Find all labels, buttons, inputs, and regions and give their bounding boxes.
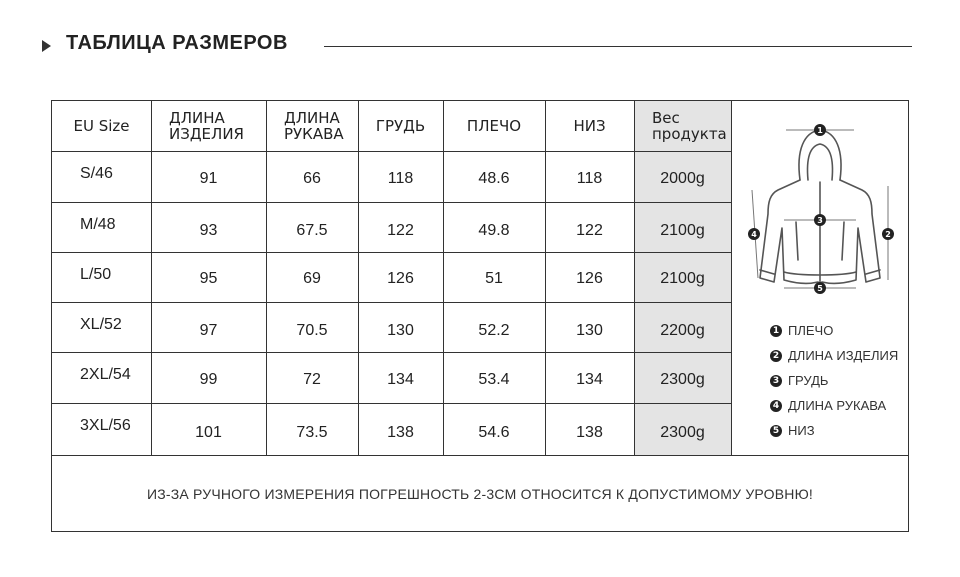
column-header: ПЛЕЧО (466, 117, 522, 135)
jacket-cuff-left (760, 270, 774, 274)
weight-cell: 2100g (660, 222, 705, 239)
table-cell: 99 (199, 370, 218, 388)
size-label: M/48 (80, 216, 116, 233)
table-cell: 126 (387, 270, 414, 287)
table-cell: 101 (195, 424, 222, 441)
number-badge-icon: 4 (770, 400, 782, 412)
weight-cell: 2100g (660, 270, 705, 287)
marker-1: 1 (817, 126, 823, 135)
table-cell: 66 (303, 169, 321, 187)
marker-5: 5 (817, 284, 823, 293)
table-cell: 67.5 (296, 222, 328, 239)
column-header: EU Size (73, 117, 130, 135)
measurement-legend (770, 318, 910, 443)
table-cell: 51 (485, 270, 503, 287)
column-header (169, 110, 244, 142)
table-cell: 53.4 (478, 370, 510, 388)
jacket-cuff-right (866, 270, 880, 274)
weight-cell: 2300g (660, 424, 705, 441)
legend-label: ДЛИНА ИЗДЕЛИЯ (788, 348, 899, 363)
table-cell: 73.5 (296, 424, 328, 441)
marker-3: 3 (817, 216, 823, 225)
legend-item (770, 343, 910, 368)
weight-cell: 2000g (660, 169, 705, 187)
legend-item (770, 393, 910, 418)
marker-2: 2 (885, 230, 891, 239)
weight-cell: 2200g (660, 322, 705, 339)
table-cell: 52.2 (478, 322, 510, 339)
table-cell: 138 (576, 424, 603, 441)
column-header (652, 110, 727, 142)
table-cell: 134 (576, 370, 603, 388)
size-label: 2XL/54 (80, 366, 131, 383)
legend-item (770, 318, 910, 343)
column-header (284, 110, 344, 142)
table-cell: 130 (576, 322, 603, 339)
legend-item (770, 368, 910, 393)
table-cell: 70.5 (296, 322, 328, 339)
number-badge-icon: 3 (770, 375, 782, 387)
table-cell: 91 (199, 169, 218, 187)
header-divider (324, 46, 912, 47)
legend-label: ДЛИНА РУКАВА (788, 398, 887, 413)
table-cell: 118 (387, 169, 414, 187)
weight-cell: 2300g (660, 370, 705, 388)
table-cell: 130 (387, 322, 414, 339)
jacket-body-left (760, 180, 818, 283)
number-badge-icon: 5 (770, 425, 782, 437)
column-header-line: ИЗДЕЛИЯ (169, 125, 244, 143)
column-header: ГРУДЬ (375, 117, 426, 135)
number-badge-icon: 2 (770, 350, 782, 362)
column-header-line: РУКАВА (284, 125, 344, 143)
jacket-body-right (822, 180, 880, 283)
column-header-line: ДЛИНА (284, 109, 340, 127)
table-cell: 138 (387, 424, 414, 441)
legend-item (770, 418, 910, 443)
jacket-pocket-right (842, 222, 844, 260)
legend-label: ПЛЕЧО (788, 323, 834, 338)
column-divider (731, 101, 732, 455)
column-header-line: ДЛИНА (169, 109, 225, 127)
column-header-line: Вес (652, 109, 680, 127)
table-cell: 93 (199, 222, 218, 239)
column-header: НИЗ (573, 117, 606, 135)
triangle-bullet-icon (42, 40, 51, 52)
row-divider (52, 151, 731, 152)
measurement-note: ИЗ-ЗА РУЧНОГО ИЗМЕРЕНИЯ ПОГРЕШНОСТЬ 2-3CM ОТНОСИТСЯ К ДОПУСТИМОМУ УРОВНЮ! (146, 486, 814, 502)
page-title: ТАБЛИЦА РАЗМЕРОВ (66, 32, 288, 54)
table-cell: 134 (387, 370, 414, 388)
marker-4: 4 (751, 230, 757, 239)
table-cell: 49.8 (478, 222, 510, 239)
number-badge-icon: 1 (770, 325, 782, 337)
table-cell: 95 (199, 270, 218, 287)
table-cell: 118 (576, 169, 603, 187)
table-cell: 69 (303, 270, 321, 287)
legend-label: ГРУДЬ (788, 373, 829, 388)
size-label: XL/52 (80, 316, 122, 333)
legend-label: НИЗ (788, 423, 815, 438)
table-cell: 122 (387, 222, 414, 239)
table-cell: 72 (303, 370, 321, 388)
jacket-pocket-left (796, 222, 798, 260)
page-header (42, 30, 912, 64)
column-header-line: продукта (652, 125, 727, 143)
hooded-jacket-icon (738, 110, 902, 300)
table-cell: 97 (199, 322, 218, 339)
table-cell: 54.6 (478, 424, 510, 441)
jacket-hood-inner (808, 144, 833, 180)
size-label: S/46 (80, 165, 113, 182)
size-label: 3XL/56 (80, 417, 131, 434)
table-cell: 126 (576, 270, 603, 287)
size-label: L/50 (80, 266, 112, 283)
table-cell: 122 (576, 222, 603, 239)
table-cell: 48.6 (478, 169, 510, 187)
jacket-hood (799, 130, 841, 180)
